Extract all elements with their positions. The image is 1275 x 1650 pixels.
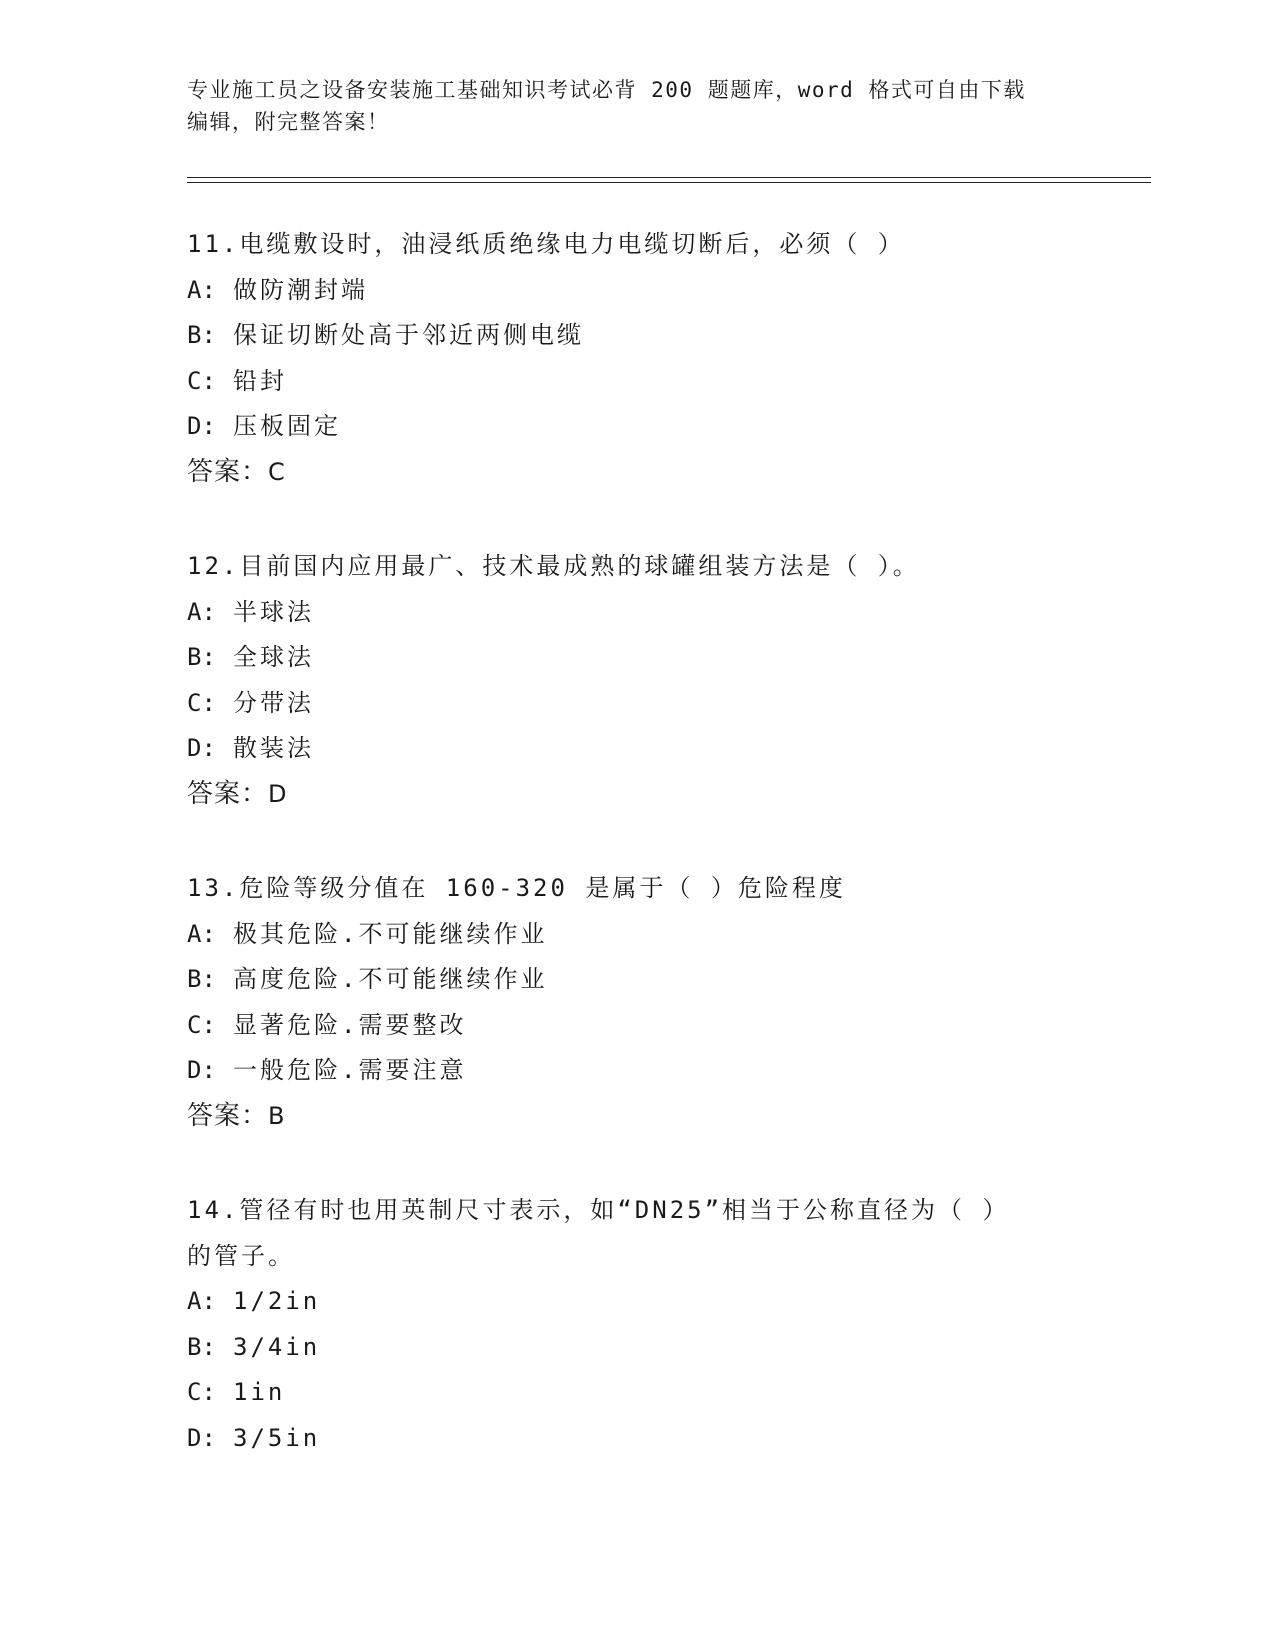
question-stem: 14.管径有时也用英制尺寸表示，如“DN25”相当于公称直径为（ ）	[187, 1196, 1010, 1224]
option-letter: B:	[187, 965, 216, 993]
answer-value: C	[268, 457, 286, 486]
option-c	[187, 1003, 1087, 1049]
option-c	[187, 681, 1087, 727]
option-letter: A:	[187, 919, 216, 948]
option-letter: A:	[187, 597, 216, 626]
option-letter: B:	[187, 643, 216, 671]
option-text: 做防潮封端	[233, 275, 368, 304]
answer-label: 答案：	[187, 456, 269, 487]
option-text: 3/4in	[233, 1332, 321, 1361]
question-12	[187, 544, 1087, 817]
answer-line	[187, 772, 1087, 818]
answer-value: B	[268, 1101, 286, 1130]
option-text: 压板固定	[233, 412, 341, 440]
option-d	[187, 1416, 1087, 1462]
header-divider-bottom	[187, 182, 1151, 183]
option-letter: B:	[187, 1332, 216, 1361]
option-text: 半球法	[233, 597, 314, 626]
document-header	[187, 74, 1067, 138]
header-line-1: 专业施工员之设备安装施工基础知识考试必背 200 题题库，word 格式可自由下载	[187, 78, 1026, 102]
option-text: 3/5in	[233, 1423, 321, 1452]
option-letter: C:	[187, 1378, 216, 1406]
option-letter: C:	[187, 366, 216, 395]
question-14	[187, 1188, 1087, 1461]
option-a	[187, 268, 1087, 314]
option-text: 显著危险.需要整改	[233, 1010, 467, 1039]
question-stem: 13.危险等级分值在 160-320 是属于（ ）危险程度	[187, 874, 846, 902]
option-letter: B:	[187, 321, 216, 349]
answer-line	[187, 1094, 1087, 1140]
option-b	[187, 635, 1087, 681]
option-text: 铅封	[233, 366, 287, 395]
question-11	[187, 222, 1087, 495]
option-text: 保证切断处高于邻近两侧电缆	[233, 321, 584, 349]
question-stem-continued: 的管子。	[187, 1241, 295, 1270]
option-letter: D:	[187, 1423, 216, 1452]
option-text: 一般危险.需要注意	[233, 1056, 467, 1084]
option-d	[187, 1048, 1087, 1094]
option-a	[187, 912, 1087, 958]
option-c	[187, 1370, 1087, 1416]
option-letter: D:	[187, 734, 216, 762]
option-letter: C:	[187, 688, 216, 717]
option-a	[187, 590, 1087, 636]
answer-label: 答案：	[187, 1100, 269, 1131]
header-divider-top	[187, 177, 1151, 178]
answer-label: 答案：	[187, 778, 269, 809]
answer-line	[187, 450, 1087, 496]
option-letter: A:	[187, 1287, 216, 1315]
option-d	[187, 726, 1087, 772]
option-letter: A:	[187, 275, 216, 304]
option-text: 散装法	[233, 734, 314, 762]
option-a	[187, 1279, 1087, 1325]
option-text: 极其危险.不可能继续作业	[233, 919, 548, 948]
answer-value: D	[268, 779, 288, 808]
header-line-2: 编辑，附完整答案！	[187, 110, 390, 134]
option-text: 高度危险.不可能继续作业	[233, 965, 548, 993]
question-stem: 11.电缆敷设时，油浸纸质绝缘电力电缆切断后，必须（ ）	[187, 230, 905, 258]
option-text: 1/2in	[233, 1287, 321, 1315]
option-text: 全球法	[233, 643, 314, 671]
option-letter: D:	[187, 412, 216, 440]
option-letter: D:	[187, 1056, 216, 1084]
option-text: 1in	[233, 1378, 286, 1406]
option-b	[187, 957, 1087, 1003]
option-b	[187, 1325, 1087, 1371]
option-letter: C:	[187, 1010, 216, 1039]
option-d	[187, 404, 1087, 450]
option-text: 分带法	[233, 688, 314, 717]
option-b	[187, 313, 1087, 359]
question-13	[187, 866, 1087, 1139]
option-c	[187, 359, 1087, 405]
question-stem: 12.目前国内应用最广、技术最成熟的球罐组装方法是（ ）。	[187, 552, 920, 580]
